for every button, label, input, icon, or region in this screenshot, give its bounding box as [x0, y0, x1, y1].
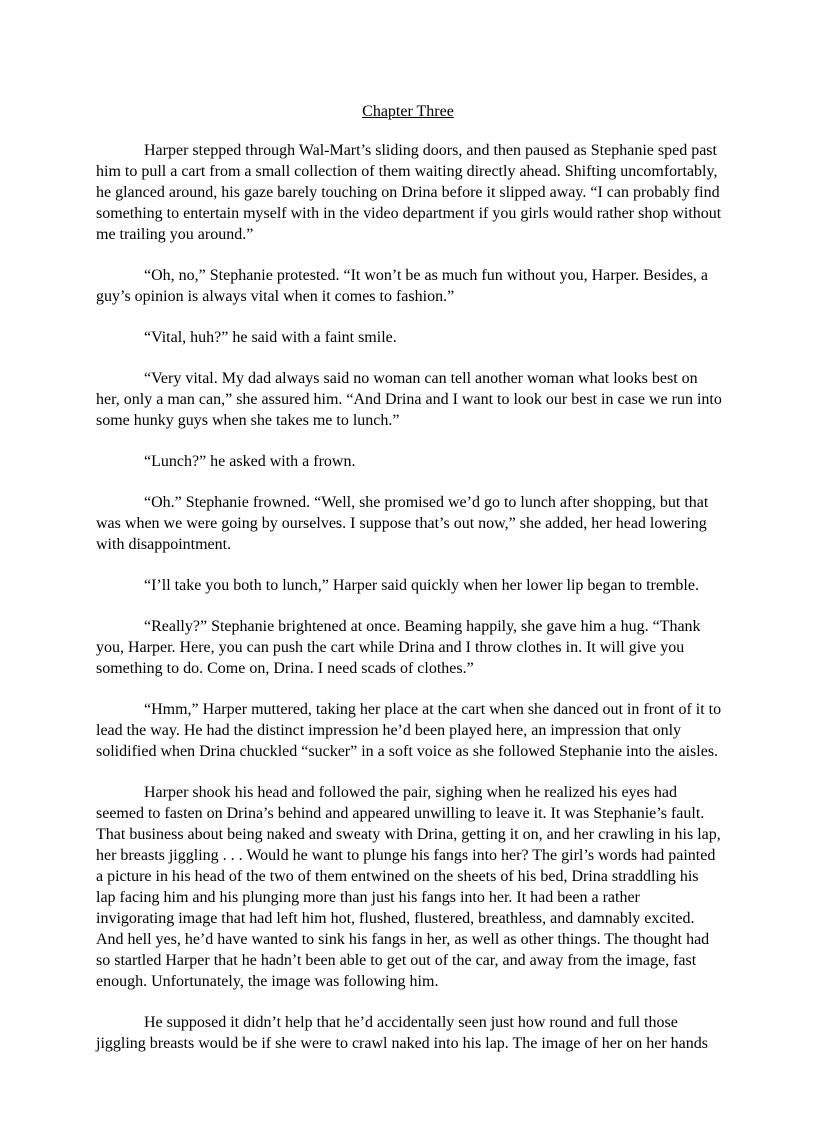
paragraph: “Lunch?” he asked with a frown. — [144, 453, 356, 470]
paragraph: “I’ll take you both to lunch,” Harper said quickly when her lower lip began to tremble. — [144, 577, 699, 594]
chapter-title: Chapter Three — [362, 103, 454, 120]
paragraph: Harper stepped through Wal-Mart’s sliding doors, and then paused as Stephanie sped past him to pull a cart from a small collection of them waiting directly ahead. Shifting uncomfortably, he glanced around, his gaze barely touching on Drina before it slipped away. “I can probably find something to entertain myself with in the video department if you girls would rather shop without me trailing you around.” — [96, 142, 722, 243]
paragraph: Harper shook his head and followed the pair, sighing when he realized his eyes had seemed to fasten on Drina’s behind and appeared unwilling to leave it. It was Stephanie’s fault. That business about being naked and sweaty with Drina, getting it on, and her crawling in his lap, her breasts jiggling . . . Would he want to plunge his fangs into her? The girl’s words had painted a picture in his head of the two of them entwined on the sheets of his bed, Drina straddling his lap facing him and his plunging more than just his fangs into her. It had been a rather invigorating image that had left him hot, flushed, flustered, breathless, and damnably excited. And hell yes, he’d have wanted to sink his fangs in her, as well as other things. The thought had so startled Harper that he hadn’t been able to get out of the car, and away from the image, fast enough. Unfortunately, the image was following him. — [96, 784, 721, 990]
chapter-body — [96, 140, 722, 1074]
paragraph: “Oh, no,” Stephanie protested. “It won’t be as much fun without you, Harper. Besides, a guy’s opinion is always vital when it comes to fashion.” — [96, 267, 709, 305]
paragraph: “Really?” Stephanie brightened at once. Beaming happily, she gave him a hug. “Thank you, Harper. Here, you can push the cart while Drina and I throw clothes in. It will give you something to do. Come on, Drina. I need scads of clothes.” — [96, 618, 701, 677]
paragraph: “Very vital. My dad always said no woman can tell another woman what looks best on her, only a man can,” she assured him. “And Drina and I want to look our best in case we run into some hunky guys when she takes me to lunch.” — [96, 370, 722, 429]
paragraph: He supposed it didn’t help that he’d accidentally seen just how round and full those jiggling breasts would be if she were to crawl naked into his lap. The image of her on her hands — [96, 1014, 708, 1052]
paragraph: “Oh.” Stephanie frowned. “Well, she promised we’d go to lunch after shopping, but that was when we were going by ourselves. I suppose that’s out now,” she added, her head lowering with disappointment. — [96, 494, 709, 553]
paragraph: “Vital, huh?” he said with a faint smile. — [144, 329, 397, 346]
paragraph: “Hmm,” Harper muttered, taking her place at the cart when she danced out in front of it to lead the way. He had the distinct impression he’d been played here, an impression that only solidified when Drina chuckled “sucker” in a soft voice as she followed Stephanie into the aisles. — [96, 701, 722, 760]
